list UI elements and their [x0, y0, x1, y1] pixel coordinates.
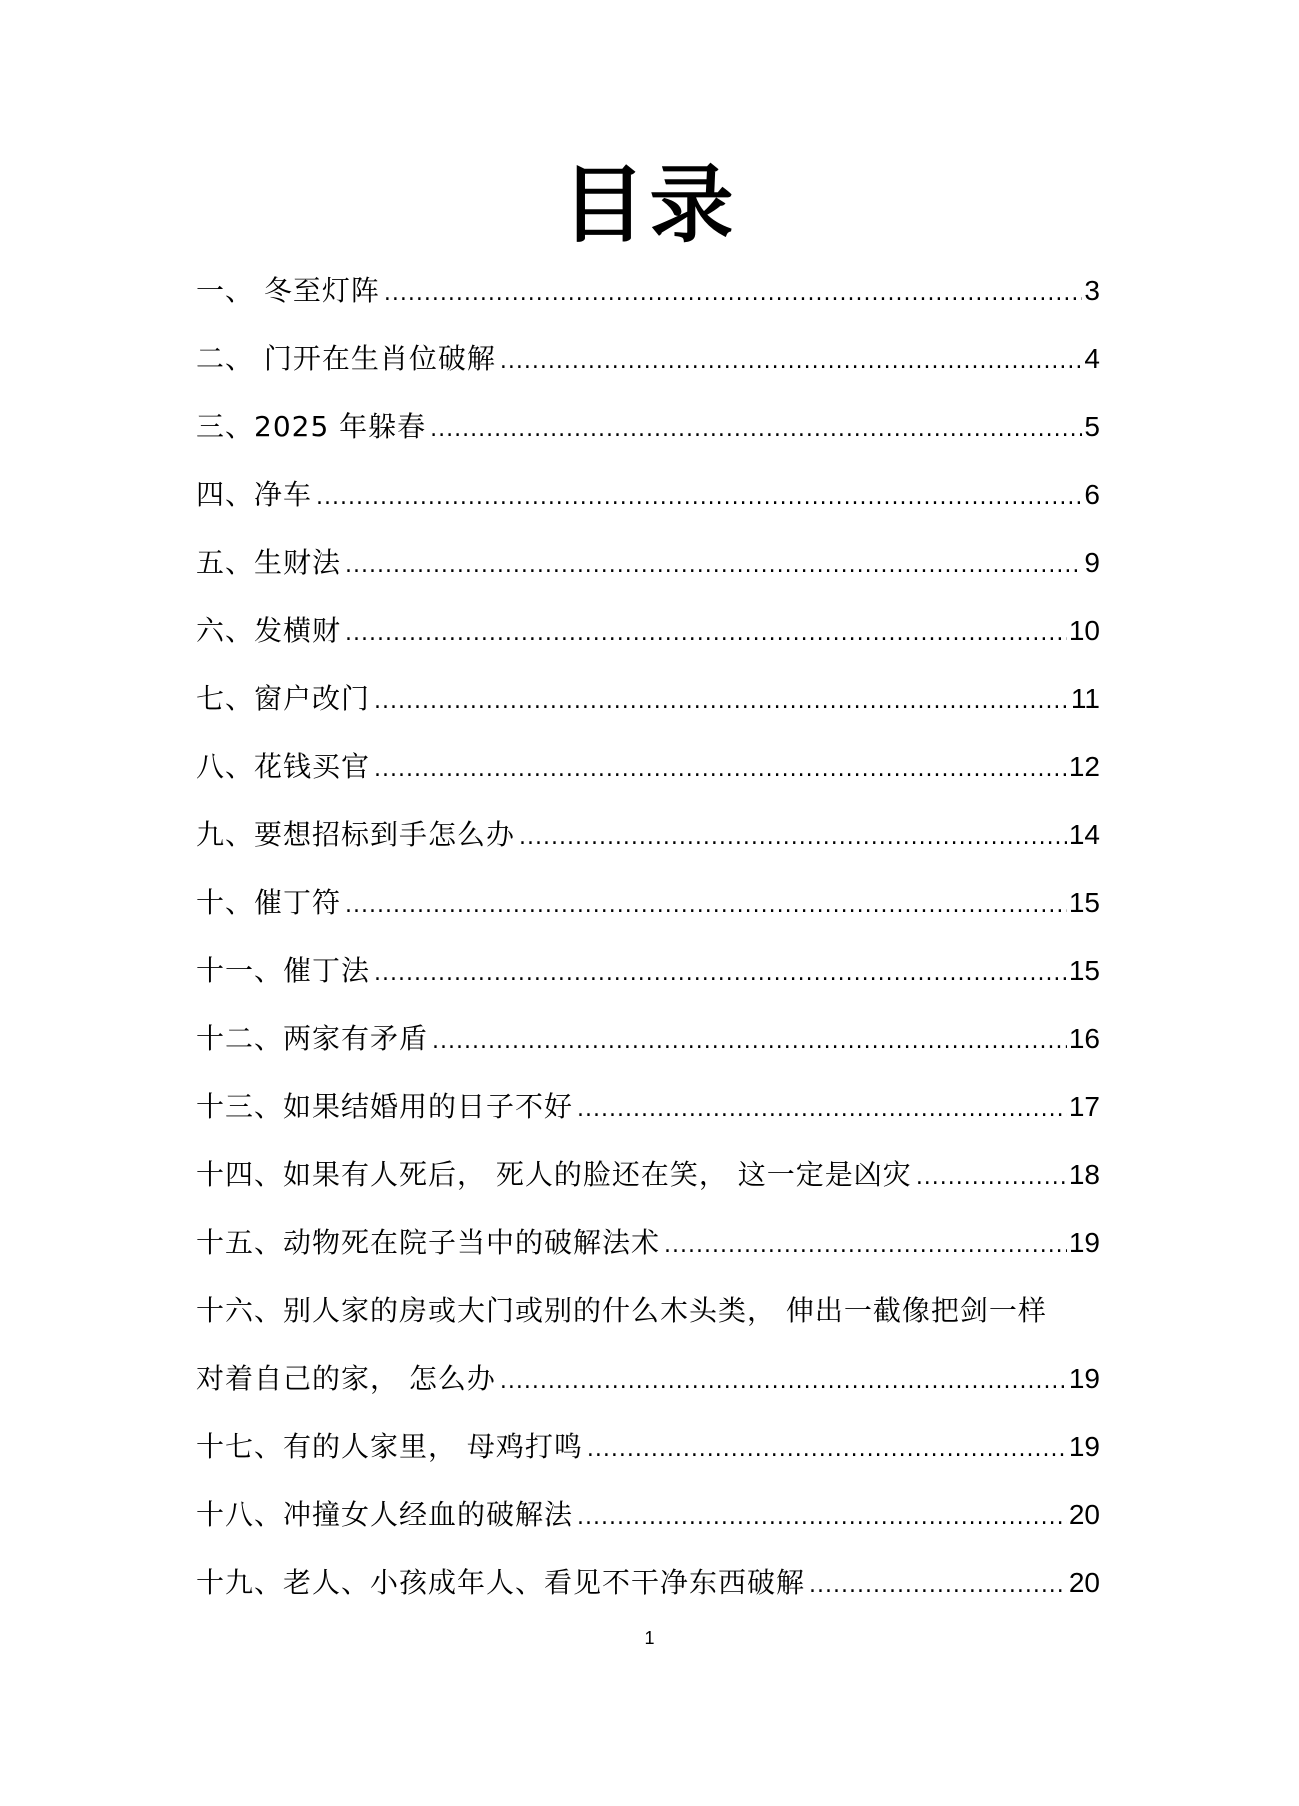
dot-leader	[519, 820, 1067, 856]
toc-entry-7[interactable]	[196, 671, 1100, 739]
toc-label: 十八、冲撞女人经血的破解法	[196, 1498, 574, 1531]
toc-entry-3[interactable]	[196, 399, 1100, 467]
toc-page-number: 6	[1084, 479, 1100, 510]
toc-label: 一、 冬至灯阵	[196, 274, 380, 307]
toc-page-number: 15	[1068, 955, 1100, 986]
toc-page-number: 18	[1068, 1159, 1100, 1190]
toc-page-number: 19	[1068, 1227, 1100, 1258]
toc-label: 四、净车	[196, 478, 313, 511]
dot-leader	[577, 1500, 1067, 1536]
toc-label-continued: 对着自己的家， 怎么办	[196, 1362, 496, 1395]
dot-leader	[916, 1160, 1067, 1196]
dot-leader	[500, 1364, 1067, 1400]
toc-label: 三、2025 年躲春	[196, 410, 427, 443]
toc-page-number: 10	[1068, 615, 1100, 646]
toc-label: 十七、有的人家里， 母鸡打鸣	[196, 1430, 583, 1463]
dot-leader	[374, 956, 1067, 992]
toc-entry-13[interactable]	[196, 1079, 1100, 1147]
toc-page-number: 20	[1068, 1567, 1100, 1598]
toc-entry-1[interactable]	[196, 263, 1100, 331]
toc-label: 九、要想招标到手怎么办	[196, 818, 516, 851]
toc-entry-14[interactable]	[196, 1147, 1100, 1215]
toc-entry-6[interactable]	[196, 603, 1100, 671]
toc-entry-16[interactable]	[196, 1283, 1100, 1351]
dot-leader	[664, 1228, 1067, 1264]
dot-leader	[500, 344, 1083, 380]
toc-label: 五、生财法	[196, 546, 342, 579]
dot-leader	[432, 1024, 1067, 1060]
dot-leader	[374, 752, 1067, 788]
toc-label: 十一、催丁法	[196, 954, 371, 987]
dot-leader	[316, 480, 1082, 516]
toc-label: 二、 门开在生肖位破解	[196, 342, 496, 375]
toc-entry-2[interactable]	[196, 331, 1100, 399]
dot-leader	[587, 1432, 1067, 1468]
toc-page-number: 20	[1068, 1499, 1100, 1530]
toc-page-number: 4	[1084, 343, 1100, 374]
page-number: 1	[644, 1628, 655, 1648]
toc-label: 七、窗户改门	[196, 682, 371, 715]
toc-label: 十、催丁符	[196, 886, 342, 919]
toc-label: 十六、别人家的房或大门或别的什么木头类， 伸出一截像把剑一样	[196, 1294, 1047, 1327]
dot-leader	[384, 276, 1083, 312]
toc-entry-16-continued[interactable]	[196, 1351, 1100, 1419]
toc-page-number: 14	[1068, 819, 1100, 850]
toc-entry-11[interactable]	[196, 943, 1100, 1011]
toc-page-number: 5	[1084, 411, 1100, 442]
dot-leader	[345, 616, 1067, 652]
toc-entry-5[interactable]	[196, 535, 1100, 603]
toc-entry-15[interactable]	[196, 1215, 1100, 1283]
page-title: 目录	[561, 156, 738, 254]
dot-leader	[430, 412, 1082, 448]
toc-label: 六、发横财	[196, 614, 342, 647]
toc-entry-18[interactable]	[196, 1487, 1100, 1555]
toc-page-number: 9	[1084, 547, 1100, 578]
toc-page-number: 12	[1068, 751, 1100, 782]
toc-entry-17[interactable]	[196, 1419, 1100, 1487]
toc-entry-12[interactable]	[196, 1011, 1100, 1079]
toc-page-number: 15	[1068, 887, 1100, 918]
toc-page-number: 16	[1068, 1023, 1100, 1054]
toc-page-number: 3	[1084, 275, 1100, 306]
toc-label: 十二、两家有矛盾	[196, 1022, 429, 1055]
toc-label: 十五、动物死在院子当中的破解法术	[196, 1226, 661, 1259]
toc-page-number: 19	[1068, 1431, 1100, 1462]
toc-label: 十三、如果结婚用的日子不好	[196, 1090, 574, 1123]
toc-page-number: 11	[1070, 683, 1100, 714]
table-of-contents	[196, 263, 1100, 1623]
dot-leader	[809, 1568, 1067, 1604]
toc-label: 八、花钱买官	[196, 750, 371, 783]
toc-label: 十四、如果有人死后， 死人的脸还在笑， 这一定是凶灾	[196, 1158, 912, 1191]
dot-leader	[577, 1092, 1067, 1128]
dot-leader	[374, 684, 1069, 720]
toc-entry-19[interactable]	[196, 1555, 1100, 1623]
dot-leader	[345, 548, 1082, 584]
toc-entry-9[interactable]	[196, 807, 1100, 875]
toc-entry-10[interactable]	[196, 875, 1100, 943]
toc-entry-8[interactable]	[196, 739, 1100, 807]
toc-page-number: 17	[1068, 1091, 1100, 1122]
toc-label: 十九、老人、小孩成年人、看见不干净东西破解	[196, 1566, 806, 1599]
toc-entry-4[interactable]	[196, 467, 1100, 535]
toc-page-number: 19	[1068, 1363, 1100, 1394]
dot-leader	[345, 888, 1067, 924]
